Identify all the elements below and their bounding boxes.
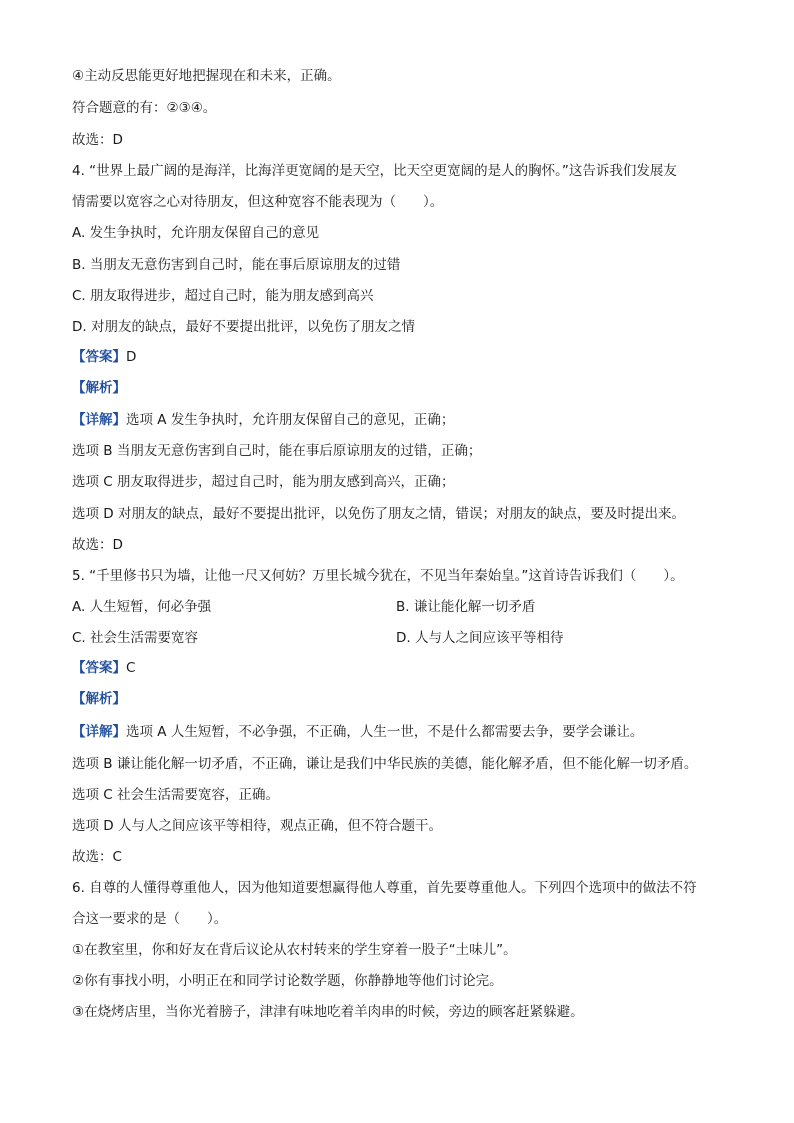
q4-stem-line-2: 情需要以宽容之心对待朋友，但这种宽容不能表现为（ ）。 xyxy=(72,194,444,210)
q6-item-3: ③在烧烤店里，当你光着膀子，津津有味地吃着羊肉串的时候，旁边的顾客赶紧躲避。 xyxy=(72,1004,584,1020)
analysis-tag: 【解析】 xyxy=(72,380,126,396)
q5-detail-a xyxy=(72,722,643,742)
detail-text: 选项 A 发生争执时，允许朋友保留自己的意见，正确； xyxy=(126,412,455,428)
q3-choose: 故选：D xyxy=(72,132,123,148)
detail-tag: 【详解】 xyxy=(72,412,126,428)
q4-detail-a xyxy=(72,410,454,430)
q5-option-b: B. 谦让能化解一切矛盾 xyxy=(396,599,536,615)
q5-option-c: C. 社会生活需要宽容 xyxy=(72,630,199,646)
q4-answer xyxy=(72,347,136,367)
q5-detail-d: 选项 D 人与人之间应该平等相待，观点正确，但不符合题干。 xyxy=(72,818,442,834)
detail-tag: 【详解】 xyxy=(72,724,126,740)
detail-text: 选项 A 人生短暂，不必争强，不正确，人生一世，不是什么都需要去争，要学会谦让。 xyxy=(126,724,644,740)
q4-detail-c: 选项 C 朋友取得进步，超过自己时，能为朋友感到高兴，正确； xyxy=(72,474,455,490)
q5-detail-b: 选项 B 谦让能化解一切矛盾，不正确，谦让是我们中华民族的美德，能化解矛盾，但不能化解一切矛盾。 xyxy=(72,756,698,772)
q5-detail-c: 选项 C 社会生活需要宽容，正确。 xyxy=(72,787,280,803)
q5-answer xyxy=(72,658,135,678)
q5-option-d: D. 人与人之间应该平等相待 xyxy=(396,630,564,646)
q5-option-a: A. 人生短暂，何必争强 xyxy=(72,599,212,615)
q4-option-a: A. 发生争执时，允许朋友保留自己的意见 xyxy=(72,225,320,241)
q6-item-1: ①在教室里，你和好友在背后议论从农村转来的学生穿着一股子“土味儿”。 xyxy=(72,942,517,958)
q6-stem-line-2: 合这一要求的是（ ）。 xyxy=(72,911,228,927)
q4-detail-d: 选项 D 对朋友的缺点，最好不要提出批评，以免伤了朋友之情，错误；对朋友的缺点，要及时提出来。 xyxy=(72,506,685,522)
q4-analysis-tag xyxy=(72,378,126,398)
q5-analysis-tag xyxy=(72,689,126,709)
q4-option-c: C. 朋友取得进步，超过自己时，能为朋友感到高兴 xyxy=(72,288,374,304)
answer-value: D xyxy=(126,349,137,365)
answer-value: C xyxy=(126,660,136,676)
analysis-tag: 【解析】 xyxy=(72,691,126,707)
q4-option-d: D. 对朋友的缺点，最好不要提出批评，以免伤了朋友之情 xyxy=(72,319,415,335)
q5-choose: 故选：C xyxy=(72,849,122,865)
q3-item-4: ④主动反思能更好地把握现在和未来，正确。 xyxy=(72,68,341,84)
q4-choose: 故选：D xyxy=(72,537,123,553)
q4-option-b: B. 当朋友无意伤害到自己时，能在事后原谅朋友的过错 xyxy=(72,257,401,273)
answer-tag: 【答案】 xyxy=(72,349,126,365)
q4-detail-b: 选项 B 当朋友无意伤害到自己时，能在事后原谅朋友的过错，正确； xyxy=(72,443,482,459)
q6-item-2: ②你有事找小明，小明正在和同学讨论数学题，你静静地等他们讨论完。 xyxy=(72,973,503,989)
q5-stem: 5. “千里修书只为墙，让他一尺又何妨？万里长城今犹在，不见当年秦始皇。”这首诗告诉我们（ ）。 xyxy=(72,568,684,584)
q6-stem-line-1: 6. 自尊的人懂得尊重他人，因为他知道要想赢得他人尊重，首先要尊重他人。下列四个选项中的做法不符 xyxy=(72,880,697,896)
answer-tag: 【答案】 xyxy=(72,660,126,676)
q4-stem-line-1: 4. “世界上最广阔的是海洋，比海洋更宽阔的是天空，比天空更宽阔的是人的胸怀。”这告诉我们发展友 xyxy=(72,163,677,179)
q3-summary: 符合题意的有：②③④。 xyxy=(72,100,217,116)
